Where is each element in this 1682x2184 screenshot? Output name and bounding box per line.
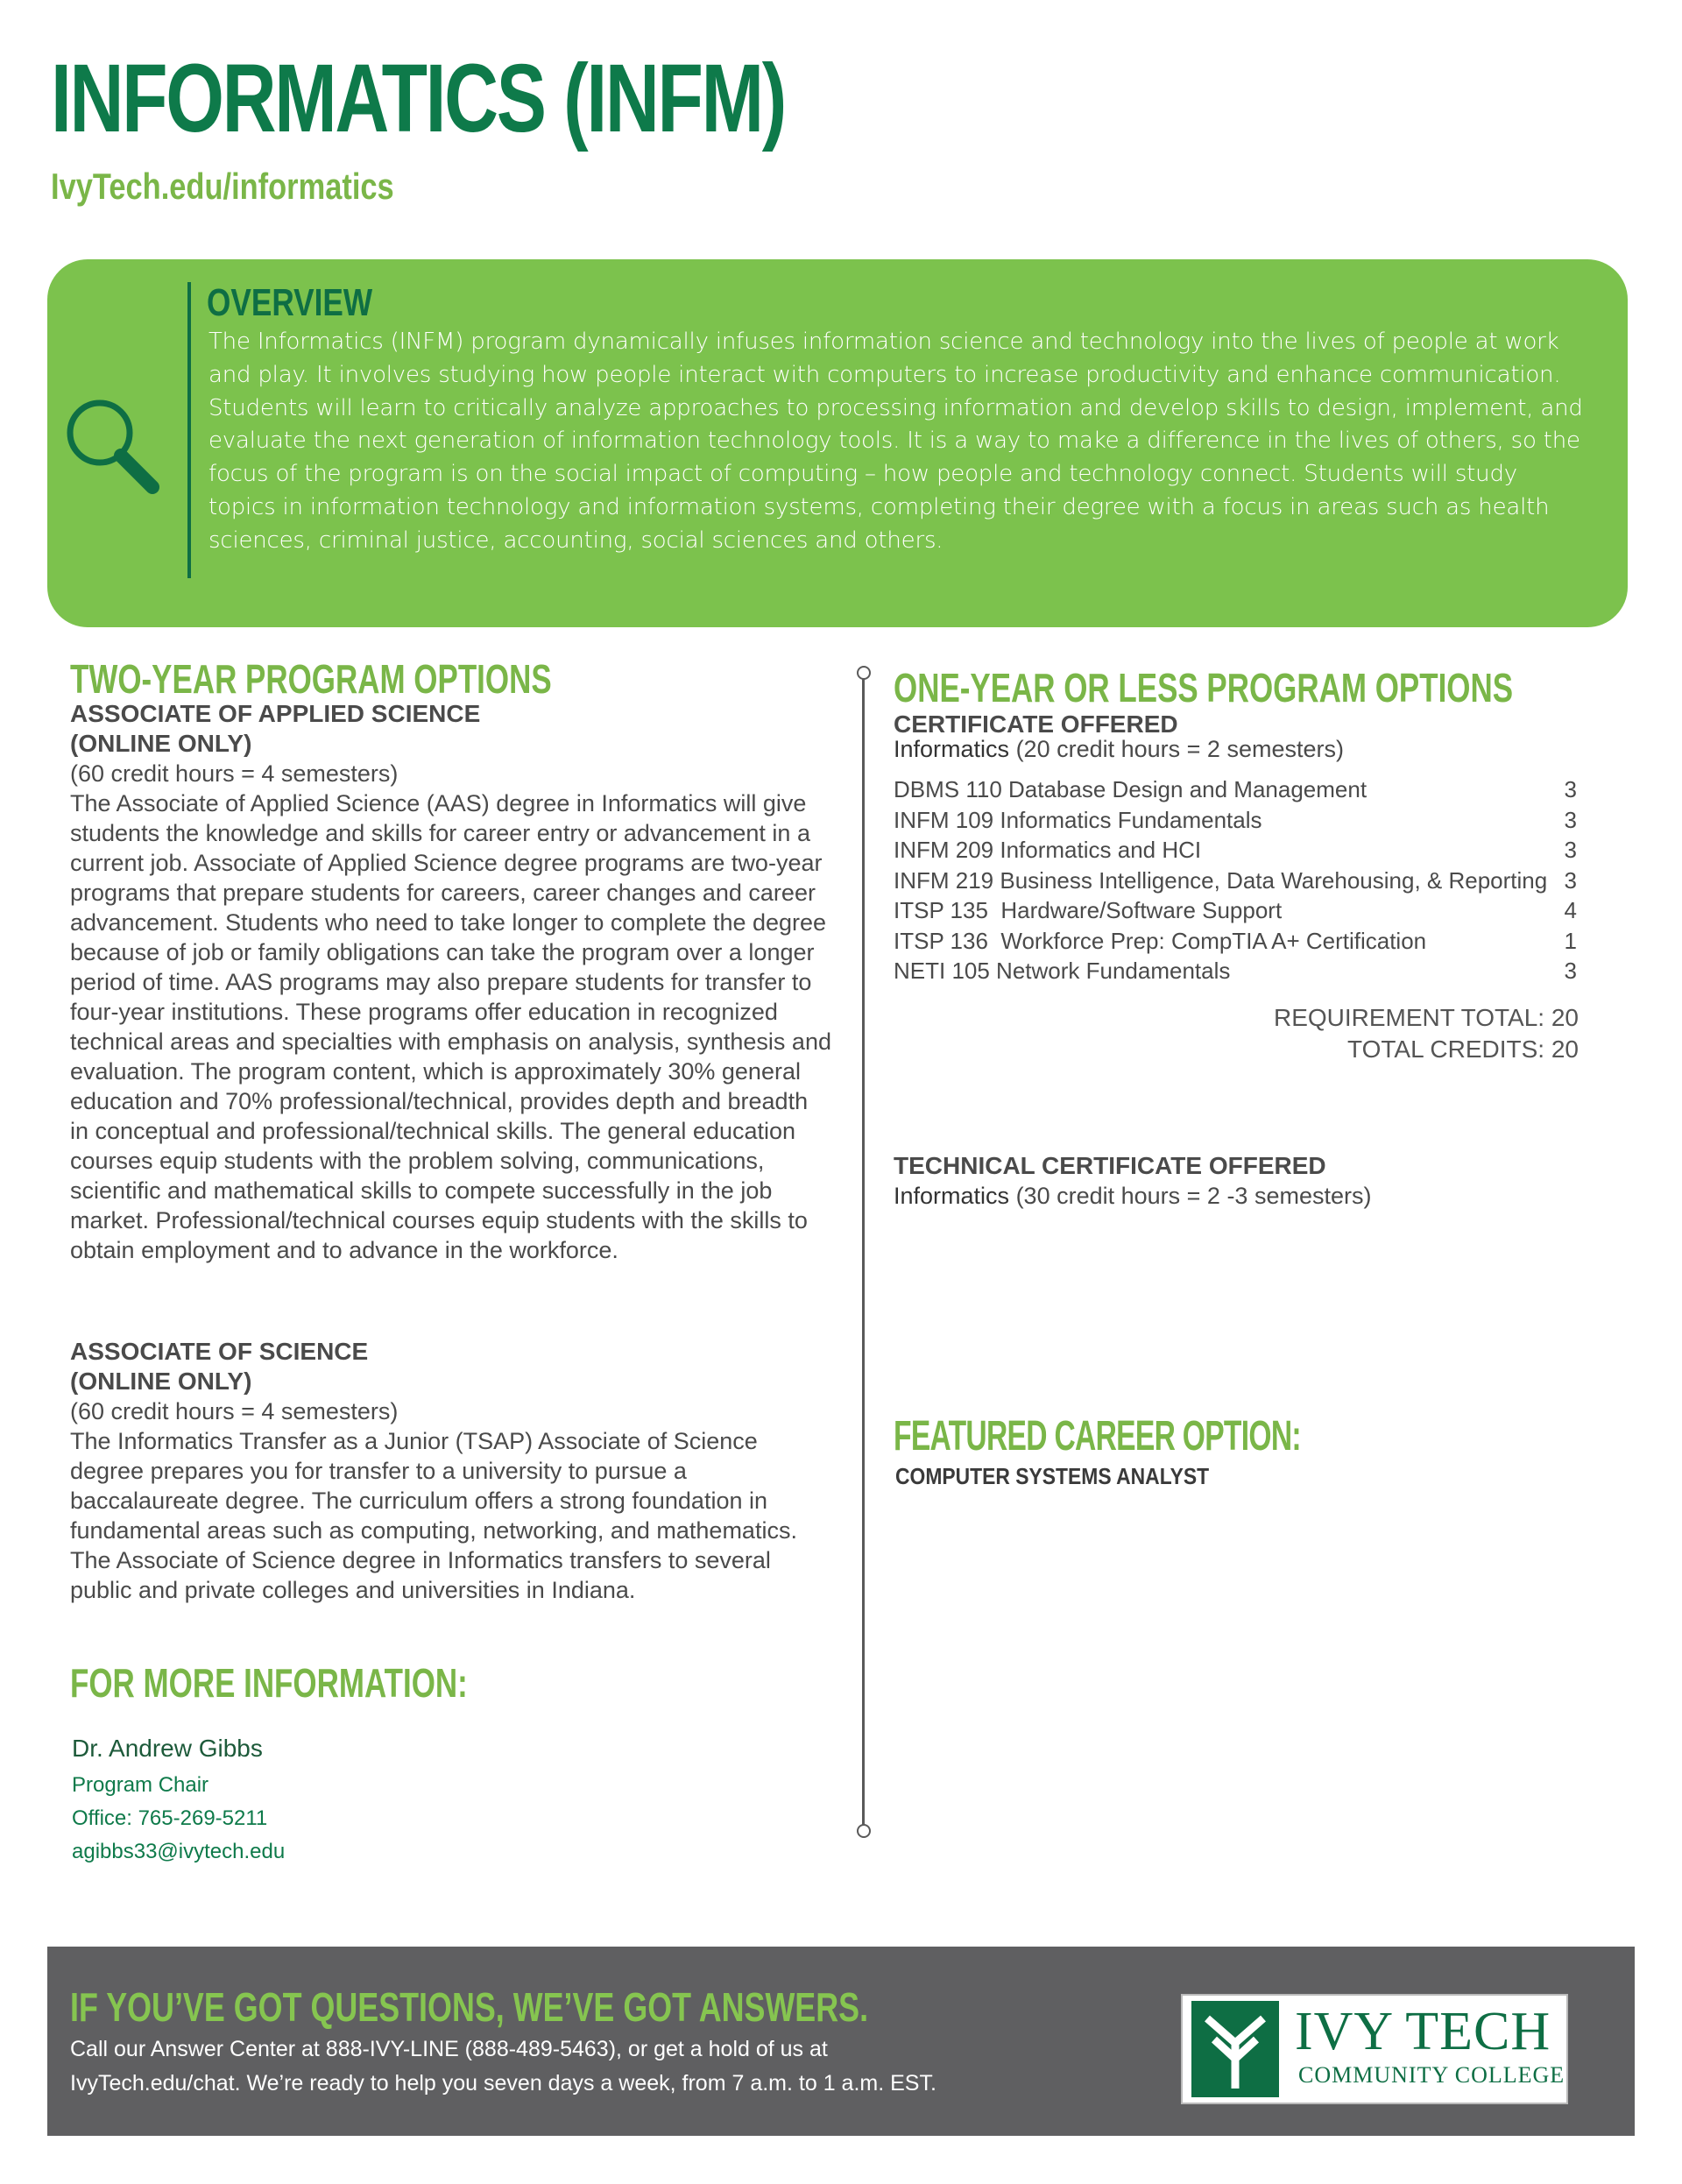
tech-cert-section [894, 1151, 1326, 1181]
course-row [894, 805, 1577, 836]
requirement-total: REQUIREMENT TOTAL: 20 [1273, 1004, 1579, 1031]
footer-text [70, 2032, 1034, 2101]
aas-credits: (60 credit hours = 4 semesters) [70, 760, 399, 787]
contact-name: Dr. Andrew Gibbs [72, 1735, 263, 1762]
as-online-note: (ONLINE ONLY) [70, 1368, 252, 1395]
total-credits: TOTAL CREDITS: 20 [1347, 1035, 1579, 1063]
course-row [894, 956, 1577, 986]
career-option: COMPUTER SYSTEMS ANALYST [895, 1463, 1210, 1489]
certificate-title: CERTIFICATE OFFERED [894, 710, 1178, 738]
certificate-name: Informatics [894, 736, 1010, 762]
career-heading: FEATURED CAREER OPTION: [894, 1413, 1301, 1460]
footer-heading: IF YOU’VE GOT QUESTIONS, WE’VE GOT ANSWERS. [70, 1984, 869, 2030]
course-name: ITSP 135 Hardware/Software Support [894, 897, 1283, 923]
as-description: The Informatics Transfer as a Junior (TSAP) Associate of Science degree prepares you for transfer to a university to pursue a baccalaureate degree. The curriculum offers a strong foundation in fundamental areas such as computing, networking, and mathematics. The Associate of Science degree in Informatics transfers to several public and private colleges and universities in Indiana. [70, 1428, 797, 1603]
page-title: INFORMATICS (INFM) [51, 45, 785, 152]
tech-cert-credits: (30 credit hours = 2 -3 semesters) [1015, 1183, 1372, 1209]
tech-cert-name: Informatics [894, 1183, 1010, 1209]
course-row [894, 895, 1577, 926]
course-list [894, 774, 1577, 986]
as-credits: (60 credit hours = 4 semesters) [70, 1398, 399, 1424]
course-name: INFM 219 Business Intelligence, Data Warehousing, & Reporting [894, 866, 1548, 894]
contact-email[interactable]: agibbs33@ivytech.edu [72, 1840, 286, 1863]
course-credits: 3 [1564, 837, 1577, 863]
as-title: ASSOCIATE OF SCIENCE [70, 1338, 369, 1365]
aas-title: ASSOCIATE OF APPLIED SCIENCE [70, 700, 481, 727]
program-url-link[interactable]: IvyTech.edu/informatics [51, 166, 394, 207]
course-credits: 3 [1564, 806, 1577, 833]
course-row [894, 866, 1577, 896]
ivy-leaf-logo-icon [1191, 2001, 1279, 2097]
course-row [894, 774, 1577, 805]
magnifying-glass-icon [61, 392, 166, 498]
footer-line-1: Call our Answer Center at 888-IVY-LINE (888-489-5463), or get a hold of us at [70, 2037, 828, 2061]
contact-phone[interactable]: Office: 765-269-5211 [72, 1806, 268, 1830]
course-name: INFM 109 Informatics Fundamentals [894, 806, 1262, 833]
tech-cert-heading: TECHNICAL CERTIFICATE OFFERED [894, 1152, 1326, 1179]
overview-divider [187, 282, 191, 578]
course-row [894, 926, 1577, 957]
divider-bottom-dot [857, 1824, 871, 1838]
aas-description: The Associate of Applied Science (AAS) degree in Informatics will give students the knowledge and skills for career entry or advancement in a current job. Associate of Applied Science degree programs are two-year programs that prepare students for careers, career changes and career advancement. Students who need to take longer to complete the degree because of job or family obligations can take the program over a longer period of time. AAS programs may also prepare students for transfer to four-year institutions. These programs offer education in recognized technical areas and specialties with emphasis on analysis, synthesis and evaluation. The program content, which is approximately 30% general education and 70% professional/technical, provides depth and breadth in conceptual and professional/technical skills. The general education courses equip students with the problem solving, communications, scientific and mathematical skills to compete successfully in the job market. Professional/technical courses equip students with the skills to obtain employment and to advance in the workforce. [70, 790, 831, 1263]
certificate-credits: (20 credit hours = 2 semesters) [1015, 736, 1344, 762]
one-year-heading: ONE-YEAR OR LESS PROGRAM OPTIONS [894, 665, 1514, 710]
course-credits: 3 [1564, 958, 1577, 984]
course-row [894, 835, 1577, 866]
aas-online-note: (ONLINE ONLY) [70, 730, 252, 757]
footer-line-2: IvyTech.edu/chat. We’re ready to help you seven days a week, from 7 a.m. to 1 a.m. EST. [70, 2071, 936, 2096]
course-credits: 1 [1564, 927, 1577, 954]
logo-title: IVY TECH [1295, 2002, 1551, 2061]
overview-heading: OVERVIEW [207, 281, 373, 324]
course-name: NETI 105 Network Fundamentals [894, 958, 1231, 984]
as-section [70, 1337, 832, 1605]
two-year-heading: TWO-YEAR PROGRAM OPTIONS [70, 656, 552, 702]
contact-role: Program Chair [72, 1773, 209, 1797]
course-name: ITSP 136 Workforce Prep: CompTIA A+ Certification [894, 927, 1427, 954]
certificate-credits-line [894, 734, 1344, 764]
logo-subtitle: COMMUNITY COLLEGE [1298, 2062, 1565, 2088]
course-credits: 3 [1564, 866, 1577, 894]
column-divider [862, 671, 865, 1829]
course-name: INFM 209 Informatics and HCI [894, 837, 1202, 863]
tech-cert-credits-line [894, 1181, 1371, 1211]
course-name: DBMS 110 Database Design and Management [894, 776, 1368, 802]
course-credits: 3 [1564, 776, 1577, 802]
divider-top-dot [857, 666, 871, 680]
overview-text: The Informatics (INFM) program dynamically infuses information science and technology into the lives of people at work and play. It involves studying how people interact with computers to increase productivity and enhance communication. Students will learn to critically analyze approaches to processing information and develop skills to design, implement, and evaluate the next generation of information technology tools. It is a way to make a difference in the lives of others, so the focus of the program is on the social impact of computing – how people and technology connect. Students will study topics in information technology and information systems, completing their degree with a focus in areas such as health sciences, criminal justice, accounting, social sciences and others. [208, 329, 1583, 554]
more-info-heading: FOR MORE INFORMATION: [70, 1660, 468, 1706]
course-credits: 4 [1564, 897, 1577, 923]
aas-section [70, 699, 832, 1265]
